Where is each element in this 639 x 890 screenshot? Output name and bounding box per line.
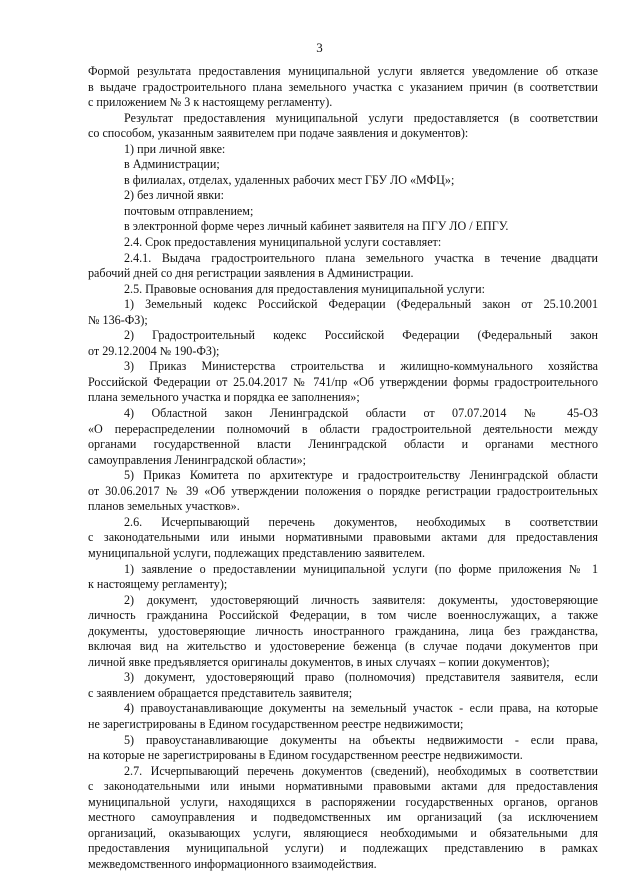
text-line: местного самоуправления и подведомственных им организаций (за исключением — [88, 810, 598, 825]
text-line: органами государственной власти Ленинградской области и органами местного — [88, 437, 598, 452]
text-line: в выдаче градостроительного плана земельного участка с указанием причин (в соответствии — [88, 79, 598, 94]
document-body — [88, 64, 598, 872]
text-line: документы, удостоверяющие личность иностранного гражданина, лица без гражданства, — [88, 623, 598, 638]
text-line: самоуправления Ленинградской области»; — [88, 452, 306, 467]
text-line: личной явке предъявляется оригиналы документов, в иных случаях – копии документов); — [88, 654, 550, 669]
text-line: организаций, оказывающих услуги, являющиеся необходимыми и обязательными для — [88, 825, 598, 840]
text-line: 1) при личной явке: — [124, 141, 226, 156]
text-line: включая вид на жительство и удостоверение беженца (в случае подачи документов при — [88, 639, 598, 654]
text-line: муниципальной услуги, находящихся в распоряжении государственных органов, органов — [88, 794, 598, 809]
text-line: личность гражданина Российской Федерации, в том числе военнослужащих, а также — [88, 608, 598, 623]
text-line: 2.4. Срок предоставления муниципальной услуги составляет: — [124, 235, 442, 250]
text-line: № 136-ФЗ); — [88, 312, 148, 327]
text-line: с приложением № 3 к настоящему регламенту). — [88, 95, 333, 110]
text-line: с законодательными или иными нормативными правовыми актами для предоставления — [88, 779, 598, 794]
text-line: 1) заявление о предоставлении муниципальной услуги (по форме приложения № 1 — [124, 561, 598, 576]
text-line: 2) без личной явки: — [124, 188, 224, 203]
text-line: 2.4.1. Выдача градостроительного плана земельного участка в течение двадцати — [124, 250, 598, 265]
text-line: муниципальной услуги, подлежащих представлению заявителем. — [88, 545, 426, 560]
text-line: 2.7. Исчерпывающий перечень документов (сведений), необходимых в соответствии — [124, 763, 598, 778]
text-line: от 29.12.2004 № 190-ФЗ); — [88, 343, 220, 358]
text-line: предоставления муниципальной услуги) и подлежащих представлению в рамках — [88, 841, 598, 856]
text-line: с заявлением обращается представитель заявителя; — [88, 685, 353, 700]
text-line: плана земельного участка и порядка ее заполнения»; — [88, 390, 360, 405]
text-line: межведомственного информационного взаимодействия. — [88, 856, 377, 871]
text-line: к настоящему регламенту); — [88, 577, 228, 592]
text-line: 2.6. Исчерпывающий перечень документов, необходимых в соответствии — [124, 514, 598, 529]
text-line: 5) Приказ Комитета по архитектуре и градостроительству Ленинградской области — [124, 468, 598, 483]
text-line: 2) Градостроительный кодекс Российской Федерации (Федеральный закон — [124, 328, 598, 343]
text-line: в филиалах, отделах, удаленных рабочих мест ГБУ ЛО «МФЦ»; — [124, 172, 455, 187]
text-line: «О перераспределении полномочий в области градостроительной деятельности между — [88, 421, 598, 436]
text-line: рабочий дней со дня регистрации заявления в Администрации. — [88, 266, 414, 281]
text-line: 2.5. Правовые основания для предоставления муниципальной услуги: — [124, 281, 485, 296]
text-line: Результат предоставления муниципальной услуги предоставляется (в соответствии — [124, 110, 598, 125]
text-line: со способом, указанным заявителем при подаче заявления и документов): — [88, 126, 469, 141]
text-line: Российской Федерации от 25.04.2017 № 741/пр «Об утверждении формы градостроительного — [88, 374, 598, 389]
page-number: 3 — [316, 40, 323, 55]
text-line: от 30.06.2017 № 39 «Об утверждении положения о порядке регистрации градостроительных — [88, 483, 598, 498]
text-line: 4) Областной закон Ленинградской области от 07.07.2014 № 45-ОЗ — [124, 406, 598, 421]
text-line: 2) документ, удостоверяющий личность заявителя: документы, удостоверяющие — [124, 592, 598, 607]
text-line: планов земельных участков». — [88, 499, 240, 514]
text-line: 3) документ, удостоверяющий право (полномочия) представителя заявителя, если — [124, 670, 598, 685]
text-line: 1) Земельный кодекс Российской Федерации (Федеральный закон от 25.10.2001 — [124, 297, 598, 312]
text-line: 5) правоустанавливающие документы на объекты недвижимости - если права, — [124, 732, 598, 747]
text-line: не зарегистрированы в Едином государственном реестре недвижимости; — [88, 716, 464, 731]
text-line: почтовым отправлением; — [124, 203, 254, 218]
text-line: 3) Приказ Министерства строительства и жилищно-коммунального хозяйства — [124, 359, 598, 374]
text-line: на которые не зарегистрированы в Едином государственном реестре недвижимости. — [88, 748, 523, 763]
text-line: 4) правоустанавливающие документы на земельный участок - если права, на которые — [124, 701, 598, 716]
text-line: в электронной форме через личный кабинет заявителя на ПГУ ЛО / ЕПГУ. — [124, 219, 509, 234]
text-line: Формой результата предоставления муниципальной услуги является уведомление об отказе — [88, 64, 598, 78]
text-line: в Администрации; — [124, 157, 220, 172]
text-line: с законодательными или иными нормативными правовыми актами для предоставления — [88, 530, 598, 545]
